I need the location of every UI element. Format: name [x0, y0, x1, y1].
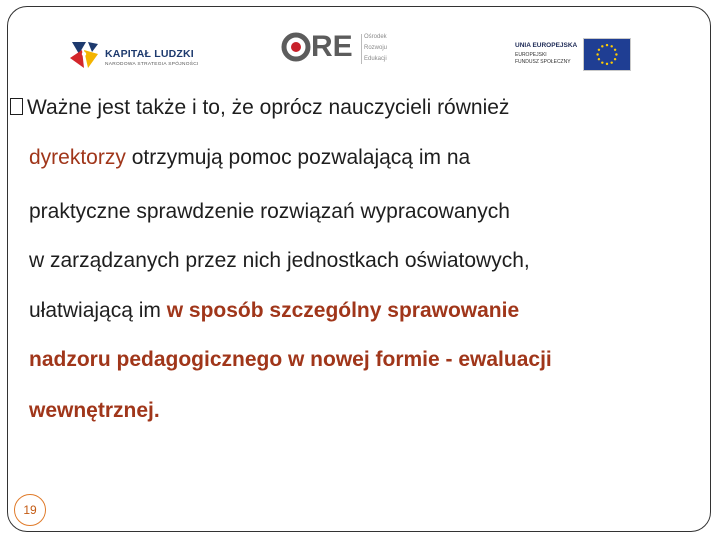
page-number-badge: 19 [14, 494, 46, 526]
highlight-dyrektorzy: dyrektorzy [29, 146, 126, 169]
body-line-7: wewnętrznej. [29, 399, 160, 422]
body-line-2-rest: otrzymują pomoc pozwalającą im na [125, 146, 471, 169]
eu-logo [512, 38, 632, 72]
eu-flag-icon [583, 38, 631, 71]
body-line-5-plain: ułatwiającą im [29, 299, 167, 322]
body-line-1: Ważne jest także i to, że oprócz nauczycieli również [27, 96, 510, 119]
ore-circle-icon [281, 32, 311, 62]
kapital-ludzki-logo [68, 38, 213, 72]
body-line-6: nadzoru pedagogicznego w nowej formie - ewaluacji [29, 348, 552, 371]
body-line-2 [29, 146, 470, 170]
body-line-3: praktyczne sprawdzenie rozwiązań wypracowanych [29, 200, 510, 223]
ore-logo [281, 30, 401, 68]
ore-word: RE [311, 30, 353, 63]
eu-title: UNIA EUROPEJSKA [515, 42, 578, 49]
body-line-4: w zarządzanych przez nich jednostkach oświatowych, [29, 249, 530, 272]
ore-separator [361, 34, 362, 64]
kapital-ludzki-subtitle: NARODOWA STRATEGIA SPÓJNOŚCI [105, 62, 199, 67]
kapital-ludzki-name: KAPITAŁ LUDZKI [105, 48, 194, 60]
eu-fund-line1: EUROPEJSKI [515, 52, 547, 58]
ore-tagline-1: Ośrodek [364, 34, 387, 40]
ore-tagline-3: Edukacji [364, 56, 387, 62]
bullet-icon [10, 98, 23, 115]
body-line-5-highlight: w sposób szczególny sprawowanie [166, 299, 520, 322]
ore-tagline-2: Rozwoju [364, 45, 388, 51]
body-line-5 [29, 299, 519, 323]
kapital-ludzki-mark-icon [68, 38, 100, 72]
eu-fund-line2: FUNDUSZ SPOŁECZNY [515, 59, 571, 65]
